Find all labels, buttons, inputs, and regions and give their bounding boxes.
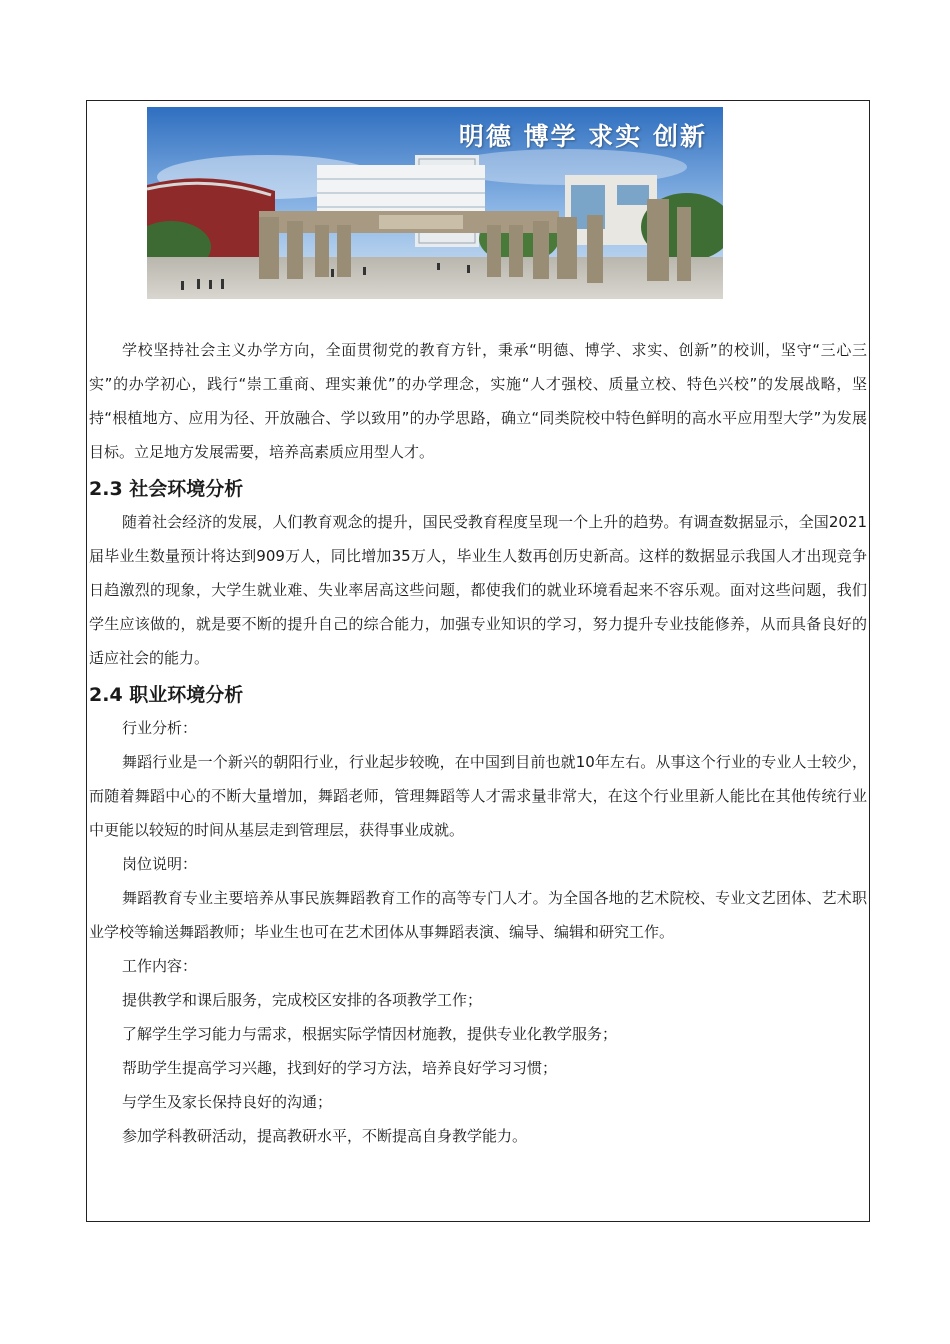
document-body (89, 333, 867, 1153)
work-item: 与学生及家长保持良好的沟通； (122, 1093, 333, 1111)
work-item: 提供教学和课后服务，完成校区安排的各项教学工作； (122, 991, 483, 1009)
position-label: 岗位说明： (122, 855, 198, 873)
intro-paragraph: 学校坚持社会主义办学方向，全面贯彻党的教育方针，秉承“明德、博学、求实、创新”的校训，坚守“三心三实”的办学初心，践行“崇工重商、理实兼优”的办学理念，实施“人才强校、质量立校、特色兴校”的发展战略，坚持“根植地方、应用为径、开放融合、学以致用”的办学思路，确立“同类院校中特色鲜明的高水平应用型大学”为发展目标。立足地方发展需要，培养高素质应用型人才。 (89, 341, 867, 461)
content-frame (86, 100, 870, 1222)
section-heading-2-4: 2.4 职业环境分析 (89, 684, 244, 706)
industry-label: 行业分析： (122, 719, 198, 737)
position-paragraph: 舞蹈教育专业主要培养从事民族舞蹈教育工作的高等专门人才。为全国各地的艺术院校、专业文艺团体、艺术职业学校等输送舞蹈教师；毕业生也可在艺术团体从事舞蹈表演、编导、编辑和研究工作。 (89, 889, 867, 941)
campus-banner-image (147, 107, 723, 299)
industry-paragraph: 舞蹈行业是一个新兴的朝阳行业，行业起步较晚，在中国到目前也就10年左右。从事这个行业的专业人士较少，而随着舞蹈中心的不断大量增加，舞蹈老师，管理舞蹈等人才需求量非常大，在这个行业里新人能比在其他传统行业中更能以较短的时间从基层走到管理层，获得事业成就。 (89, 753, 867, 839)
work-item: 了解学生学习能力与需求，根据实际学情因材施教，提供专业化教学服务； (122, 1025, 618, 1043)
work-item: 参加学科教研活动，提高教研水平，不断提高自身教学能力。 (122, 1127, 528, 1145)
social-environment-paragraph: 随着社会经济的发展，人们教育观念的提升，国民受教育程度呈现一个上升的趋势。有调查数据显示，全国2021届毕业生数量预计将达到909万人，同比增加35万人，毕业生人数再创历史新高。这样的数据显示我国人才出现竞争日趋激烈的现象，大学生就业难、失业率居高这些问题，都使我们的就业环境看起来不容乐观。面对这些问题，我们学生应该做的，就是要不断的提升自己的综合能力，加强专业知识的学习，努力提升专业技能修养，从而具备良好的适应社会的能力。 (89, 513, 867, 667)
banner-slogan: 明德 博学 求实 创新 (458, 122, 707, 151)
work-label: 工作内容： (122, 957, 198, 975)
work-item: 帮助学生提高学习兴趣，找到好的学习方法，培养良好学习习惯； (122, 1059, 558, 1077)
section-heading-2-3: 2.3 社会环境分析 (89, 478, 244, 500)
